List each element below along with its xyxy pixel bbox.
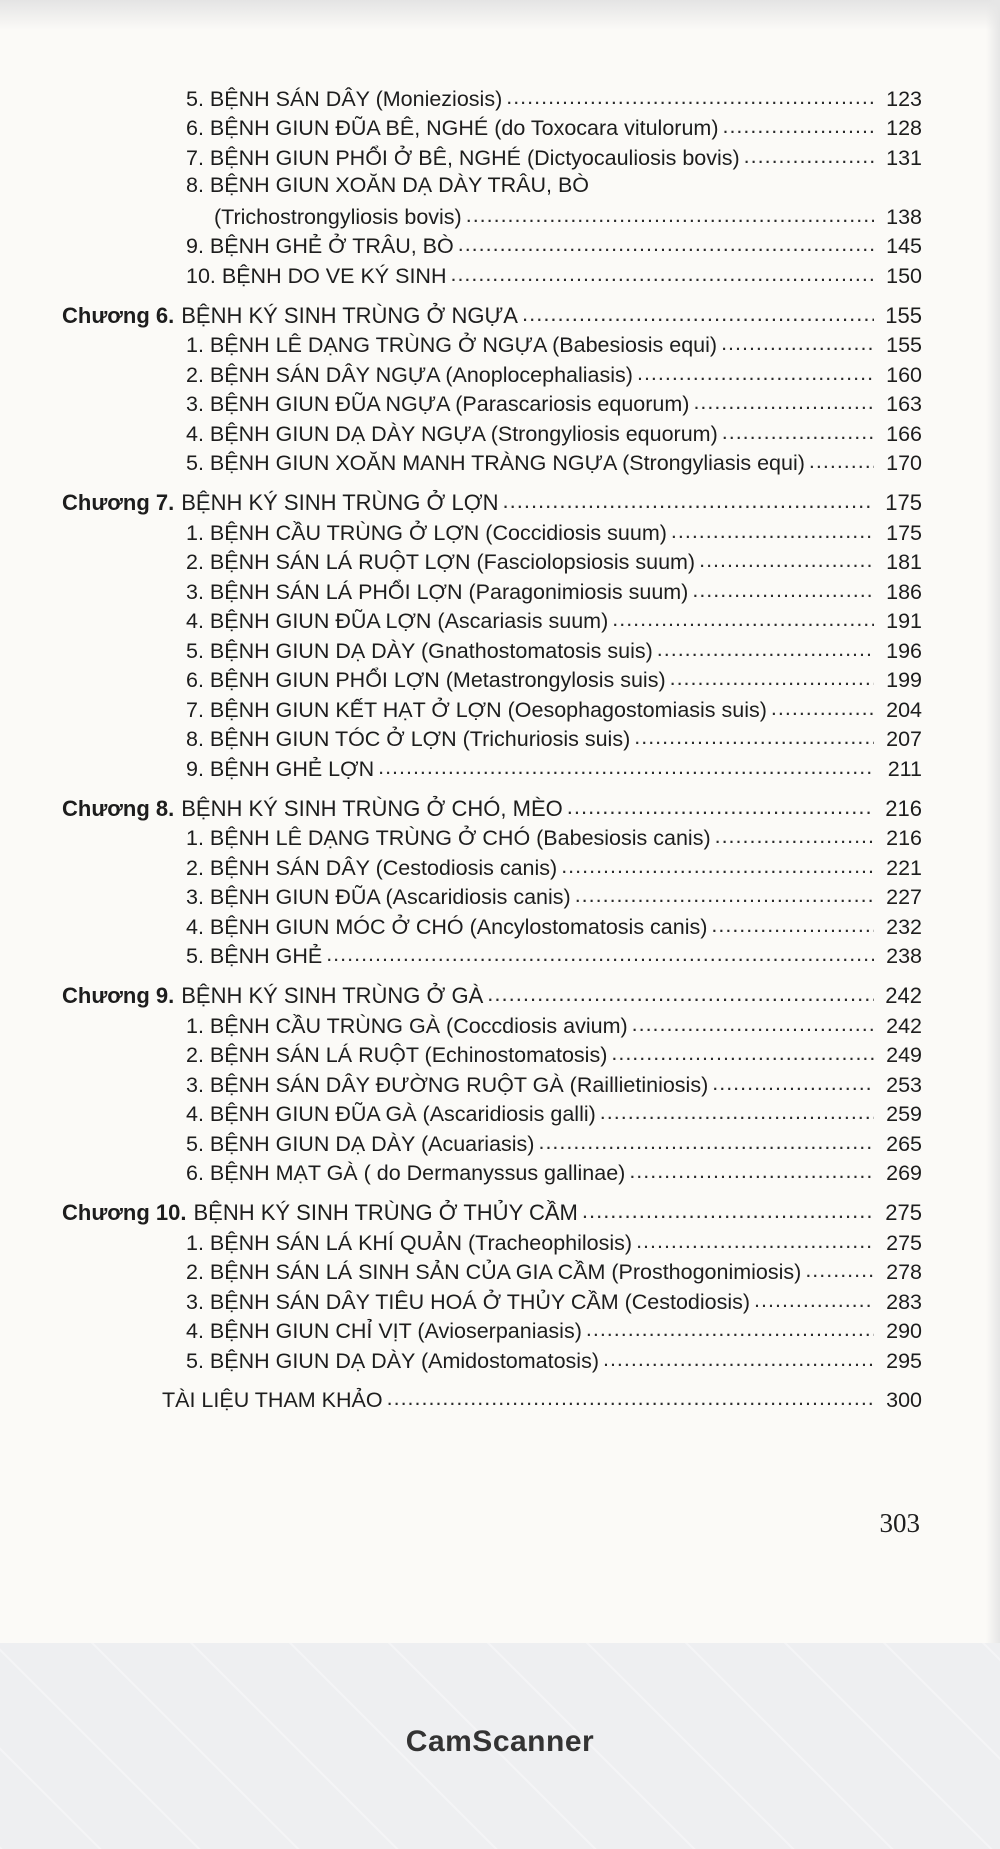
leader-dots — [567, 794, 874, 816]
leader-dots — [699, 548, 874, 570]
toc-entry — [186, 1129, 922, 1159]
entry-page: 204 — [886, 697, 922, 722]
entry-title: 6. BỆNH MẠT GÀ ( do Dermanyssus gallinae) — [186, 1161, 626, 1185]
leader-dots — [603, 1346, 874, 1368]
toc-entry — [186, 518, 922, 548]
toc-entry — [186, 1287, 922, 1317]
leader-dots — [522, 301, 874, 323]
entry-title: 2. BỆNH SÁN LÁ SINH SẢN CỦA GIA CẦM (Prosthogonimiosis) — [186, 1260, 802, 1284]
toc-entry — [186, 1258, 922, 1288]
entry-page: 191 — [886, 609, 922, 633]
toc-entry — [186, 853, 922, 883]
toc-entry — [186, 725, 922, 755]
toc-entry — [186, 695, 922, 725]
entry-title: 5. BỆNH GIUN DẠ DÀY (Amidostomatosis) — [186, 1348, 599, 1373]
camscanner-brand: CamScanner — [405, 1725, 595, 1758]
entry-page: 160 — [886, 362, 922, 387]
leader-dots — [378, 754, 874, 776]
chapter-label: Chương 8. — [62, 795, 175, 821]
entry-page: 166 — [886, 421, 922, 446]
leader-dots — [600, 1100, 874, 1122]
entry-title: 3. BỆNH SÁN DÂY ĐƯỜNG RUỘT GÀ (Raillietiniosis) — [186, 1072, 709, 1097]
leader-dots — [466, 202, 874, 224]
entry-page: 155 — [886, 333, 922, 357]
entry-page: 290 — [886, 1319, 922, 1343]
chapter-page: 155 — [885, 302, 922, 328]
entry-page: 253 — [886, 1072, 922, 1097]
entry-title: 4. BỆNH GIUN MÓC Ở CHÓ (Ancylostomatosis canis) — [186, 914, 708, 939]
leader-dots — [326, 942, 874, 964]
entry-title: 2. BỆNH SÁN DÂY (Cestodiosis canis) — [186, 855, 558, 880]
entry-page: 216 — [886, 826, 922, 850]
leader-dots — [712, 1070, 874, 1092]
entry-title: 4. BỆNH GIUN CHỈ VỊT (Avioserpaniasis) — [186, 1319, 582, 1343]
leader-dots — [722, 114, 874, 136]
chapter-block — [62, 488, 922, 784]
chapter-page: 275 — [885, 1200, 922, 1225]
toc-entry — [186, 548, 922, 578]
entry-title: 3. BỆNH GIUN ĐŨA NGỰA (Parascariosis equorum) — [186, 392, 690, 416]
entry-title: 1. BỆNH SÁN LÁ KHÍ QUẢN (Tracheophilosis) — [186, 1230, 633, 1255]
leader-dots — [506, 84, 874, 106]
references-title: TÀI LIỆU THAM KHẢO — [162, 1388, 383, 1412]
entry-title: 8. BỆNH GIUN TÓC Ở LỢN (Trichuriosis suis) — [186, 727, 631, 751]
chapter-page: 175 — [885, 490, 922, 515]
entry-page: 211 — [887, 756, 922, 781]
toc-entry — [186, 1346, 922, 1376]
leader-dots — [657, 636, 874, 658]
entry-page: 227 — [886, 885, 922, 909]
entry-page: 265 — [886, 1131, 922, 1156]
chapter-label: Chương 6. — [62, 302, 175, 328]
entry-page: 138 — [886, 204, 922, 229]
leader-dots — [711, 912, 874, 934]
leader-dots — [629, 1159, 874, 1181]
entry-title: 4. BỆNH GIUN ĐŨA GÀ (Ascaridiosis galli) — [186, 1102, 596, 1126]
entry-title: 9. BỆNH GHẺ LỢN — [186, 756, 375, 781]
chapter-title: BỆNH KÝ SINH TRÙNG Ở GÀ — [181, 983, 484, 1008]
references-entry — [162, 1386, 922, 1416]
leader-dots — [744, 143, 874, 165]
leader-dots — [634, 725, 874, 747]
entry-page: 170 — [886, 451, 922, 475]
leader-dots — [612, 607, 874, 629]
entry-title: 7. BỆNH GIUN PHỔI Ở BÊ, NGHÉ (Dictyocauliosis bovis) — [186, 145, 740, 170]
chapter-label: Chương 7. — [62, 490, 175, 515]
toc-entry — [186, 824, 922, 854]
chapter-label: Chương 9. — [62, 983, 175, 1008]
leader-dots — [671, 518, 874, 540]
entry-title: 2. BỆNH SÁN LÁ RUỘT (Echinostomatosis) — [186, 1043, 608, 1067]
entry-title: 4. BỆNH GIUN DẠ DÀY NGỰA (Strongyliosis equorum) — [186, 421, 718, 446]
chapter-heading — [62, 794, 922, 824]
entry-page: 232 — [886, 914, 922, 939]
entry-page: 163 — [886, 392, 922, 416]
entry-page: 238 — [886, 944, 922, 968]
entry-page: 249 — [886, 1043, 922, 1067]
entry-page: 150 — [886, 263, 922, 288]
entry-title: 9. BỆNH GHẺ Ở TRÂU, BÒ — [186, 234, 454, 258]
chapter-title: BỆNH KÝ SINH TRÙNG Ở LỢN — [181, 490, 499, 515]
leader-dots — [715, 824, 874, 846]
leader-dots — [450, 261, 874, 283]
toc-entry — [186, 232, 922, 262]
toc-entry — [186, 1228, 922, 1258]
toc-entry — [186, 1041, 922, 1071]
leader-dots — [632, 1011, 874, 1033]
entry-title: 5. BỆNH GIUN DẠ DÀY (Acuariasis) — [186, 1131, 535, 1156]
leader-dots — [637, 360, 874, 382]
leader-dots — [538, 1129, 874, 1151]
toc-entry — [186, 261, 922, 291]
entry-page: 278 — [886, 1260, 922, 1284]
entry-page: 196 — [886, 638, 922, 663]
chapter-heading — [62, 1198, 922, 1228]
entry-page: 145 — [886, 234, 922, 258]
leader-dots — [636, 1228, 874, 1250]
leader-dots — [692, 577, 874, 599]
toc-entry — [186, 173, 922, 203]
entry-title: 1. BỆNH CẦU TRÙNG GÀ (Coccdiosis avium) — [186, 1013, 628, 1038]
toc-entry — [186, 1070, 922, 1100]
entry-title: 1. BỆNH LÊ DẠNG TRÙNG Ở CHÓ (Babesiosis canis) — [186, 826, 711, 850]
entry-page: 186 — [886, 579, 922, 604]
leader-dots — [754, 1287, 874, 1309]
toc-entry — [186, 607, 922, 637]
entry-title: 4. BỆNH GIUN ĐŨA LỢN (Ascariasis suum) — [186, 609, 609, 633]
entry-page: 295 — [886, 1348, 922, 1373]
leader-dots — [805, 1258, 874, 1280]
leader-dots — [670, 666, 874, 688]
chapter-page: 216 — [885, 795, 922, 821]
leader-dots — [722, 419, 874, 441]
toc-entry — [186, 883, 922, 913]
entry-page: 221 — [886, 855, 922, 880]
entry-page: 275 — [886, 1230, 922, 1255]
toc-entry — [186, 419, 922, 449]
toc-entry — [186, 577, 922, 607]
entry-title: 5. BỆNH GHẺ — [186, 944, 323, 968]
entry-title: 6. BỆNH GIUN PHỔI LỢN (Metastrongylosis suis) — [186, 668, 666, 692]
toc-entry — [186, 1011, 922, 1041]
toc-entry — [186, 390, 922, 420]
toc-entry — [186, 1317, 922, 1347]
chapter-block — [62, 981, 922, 1188]
leader-dots — [487, 981, 874, 1003]
chapter-heading — [62, 981, 922, 1011]
chapter-label: Chương 10. — [62, 1200, 187, 1225]
page-number: 303 — [879, 1508, 920, 1538]
chapter-heading — [62, 301, 922, 331]
chapter-title: BỆNH KÝ SINH TRÙNG Ở THỦY CẦM — [193, 1200, 578, 1225]
entry-title: 8. BỆNH GIUN XOĂN DẠ DÀY TRÂU, BÒ — [186, 172, 590, 197]
entry-title: 2. BỆNH SÁN LÁ RUỘT LỢN (Fasciolopsiosis suum) — [186, 550, 696, 574]
chapter-block — [62, 794, 922, 972]
leader-dots — [575, 883, 874, 905]
chapter-title: BỆNH KÝ SINH TRÙNG Ở NGỰA — [181, 302, 518, 328]
toc-entry — [186, 84, 922, 114]
leader-dots — [582, 1198, 874, 1220]
leader-dots — [561, 853, 874, 875]
entry-title: 7. BỆNH GIUN KẾT HẠT Ở LỢN (Oesophagostomiasis suis) — [186, 697, 767, 722]
entry-page: 199 — [886, 668, 922, 692]
toc-entry — [186, 636, 922, 666]
entry-title: 1. BỆNH CẦU TRÙNG Ở LỢN (Coccidiosis suum) — [186, 520, 667, 545]
leader-dots — [693, 390, 874, 412]
entry-title: 5. BỆNH GIUN DẠ DÀY (Gnathostomatosis suis) — [186, 638, 653, 663]
leader-dots — [458, 232, 874, 254]
toc-entry — [186, 666, 922, 696]
entry-page: 269 — [886, 1161, 922, 1185]
entry-page: 128 — [886, 116, 922, 140]
leader-dots — [771, 695, 874, 717]
entry-title: 2. BỆNH SÁN DÂY NGỰA (Anoplocephaliasis) — [186, 362, 633, 387]
toc-entry — [186, 1159, 922, 1189]
leader-dots — [503, 488, 875, 510]
toc-entry — [186, 942, 922, 972]
toc-entry — [186, 449, 922, 479]
chapter-block — [62, 1198, 922, 1376]
entry-page: 131 — [886, 145, 922, 170]
leader-dots — [586, 1317, 874, 1339]
entry-title: 3. BỆNH GIUN ĐŨA (Ascaridiosis canis) — [186, 885, 571, 909]
toc-entry — [186, 754, 922, 784]
entry-page: 259 — [886, 1102, 922, 1126]
toc-entry — [186, 360, 922, 390]
entry-page: 123 — [886, 86, 922, 111]
entry-page: 175 — [886, 520, 922, 545]
toc-entry — [186, 143, 922, 173]
entry-page: 181 — [886, 550, 922, 574]
entry-title: 5. BỆNH GIUN XOĂN MANH TRÀNG NGỰA (Strongyliasis equi) — [186, 451, 805, 475]
entry-title: 3. BỆNH SÁN DÂY TIÊU HOÁ Ở THỦY CẦM (Cestodiosis) — [186, 1289, 751, 1314]
leader-dots — [387, 1386, 874, 1408]
entry-page: 283 — [886, 1289, 922, 1314]
toc-entry — [214, 202, 922, 232]
entry-title: 10. BỆNH DO VE KÝ SINH — [186, 263, 447, 288]
table-of-contents — [62, 84, 922, 1415]
entry-title: 1. BỆNH LÊ DẠNG TRÙNG Ở NGỰA (Babesiosis equi) — [186, 333, 718, 357]
chapter-block — [62, 301, 922, 479]
entry-page: 242 — [886, 1013, 922, 1038]
leader-dots — [809, 449, 874, 471]
entry-title: 6. BỆNH GIUN ĐŨA BÊ, NGHÉ (do Toxocara vitulorum) — [186, 116, 719, 140]
entry-page: 207 — [886, 727, 922, 751]
toc-entry — [186, 331, 922, 361]
leader-dots — [611, 1041, 874, 1063]
chapter-5-continued — [62, 84, 922, 291]
entry-title: 3. BỆNH SÁN LÁ PHỔI LỢN (Paragonimiosis suum) — [186, 579, 689, 604]
chapter-title: BỆNH KÝ SINH TRÙNG Ở CHÓ, MÈO — [181, 795, 563, 821]
leader-dots — [721, 331, 874, 353]
toc-entry — [186, 114, 922, 144]
entry-title: (Trichostrongyliosis bovis) — [214, 204, 462, 229]
references-page: 300 — [886, 1388, 922, 1412]
chapter-page: 242 — [885, 983, 922, 1008]
entry-title: 5. BỆNH SÁN DÂY (Monieziosis) — [186, 86, 503, 111]
chapter-heading — [62, 488, 922, 518]
toc-entry — [186, 1100, 922, 1130]
toc-entry — [186, 912, 922, 942]
